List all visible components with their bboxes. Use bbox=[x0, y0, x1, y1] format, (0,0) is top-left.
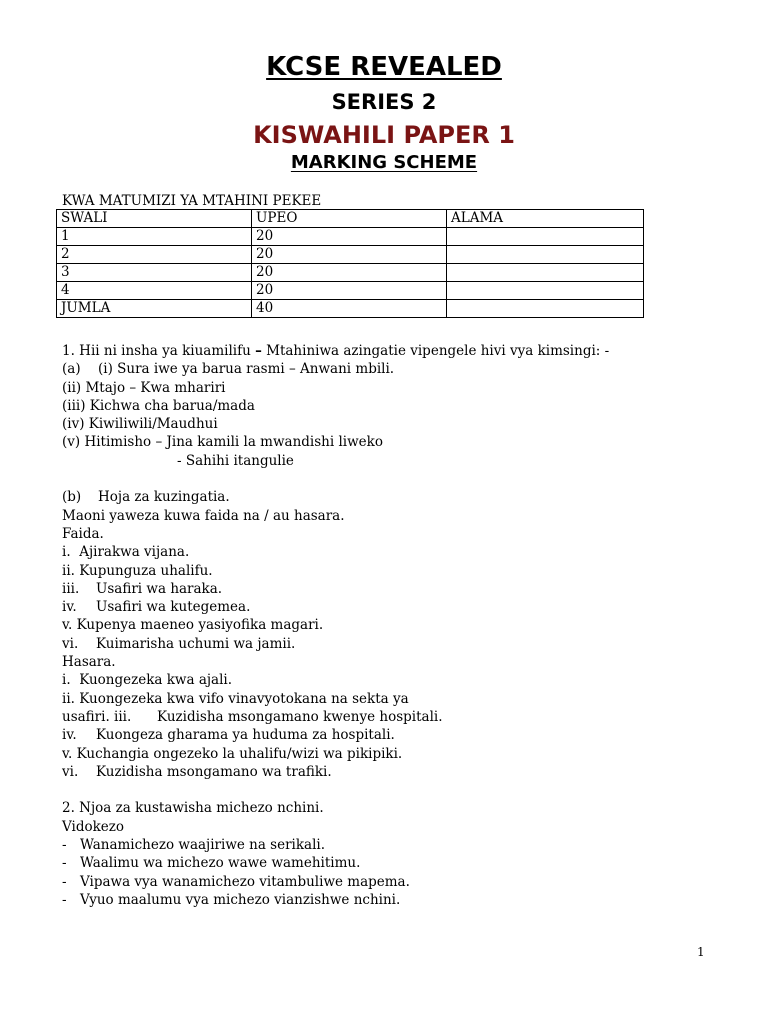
q1-a-item: (iii) Kichwa cha barua/mada bbox=[62, 397, 255, 414]
table-row bbox=[57, 282, 644, 300]
table-cell bbox=[447, 300, 644, 318]
table-cell: 20 bbox=[252, 246, 447, 264]
faida-title: Faida. bbox=[62, 525, 104, 542]
hasara-title: Hasara. bbox=[62, 654, 116, 671]
page-number: 1 bbox=[697, 945, 705, 959]
table-cell: 40 bbox=[252, 300, 447, 318]
score-table bbox=[56, 209, 644, 318]
table-cell bbox=[447, 228, 644, 246]
table-row bbox=[57, 228, 644, 246]
hasara-item: iv. Kuongeza gharama ya huduma za hospitali. bbox=[62, 727, 395, 744]
table-cell: 4 bbox=[57, 282, 252, 300]
hasara-item: i. Kuongezeka kwa ajali. bbox=[62, 672, 233, 689]
hasara-item: ii. Kuongezeka kwa vifo vinavyotokana na sekta ya bbox=[62, 690, 409, 707]
faida-item: ii. Kupunguza uhalifu. bbox=[62, 562, 213, 579]
q2-item: - Vipawa vya wanamichezo vitambuliwe mapema. bbox=[62, 873, 410, 890]
q1-b-intro: Maoni yaweza kuwa faida na / au hasara. bbox=[62, 507, 345, 524]
table-cell bbox=[447, 264, 644, 282]
q1-a-item: (v) Hitimisho – Jina kamili la mwandishi liweko bbox=[62, 434, 383, 451]
table-row bbox=[57, 264, 644, 282]
table-cell: JUMLA bbox=[57, 300, 252, 318]
header-cell-swali: SWALI bbox=[57, 210, 252, 228]
table-cell: 20 bbox=[252, 264, 447, 282]
q1-intro: 1. Hii ni insha ya kiuamilifu – Mtahiniwa azingatie vipengele hivi vya kimsingi: - bbox=[62, 343, 610, 359]
document-title: KCSE REVEALED bbox=[266, 52, 502, 82]
table-caption: KWA MATUMIZI YA MTAHINI PEKEE bbox=[62, 193, 322, 209]
table-cell bbox=[447, 282, 644, 300]
faida-item: vi. Kuimarisha uchumi wa jamii. bbox=[62, 635, 296, 652]
q2-heading: 2. Njoa za kustawisha michezo nchini. bbox=[62, 800, 324, 817]
q2-subheading: Vidokezo bbox=[62, 818, 125, 835]
paper-title: KISWAHILI PAPER 1 bbox=[253, 121, 515, 149]
faida-item: iii. Usafiri wa haraka. bbox=[62, 580, 223, 597]
table-cell: 3 bbox=[57, 264, 252, 282]
hasara-item: vi. Kuzidisha msongamano wa trafiki. bbox=[62, 763, 332, 780]
q2-item: - Waalimu wa michezo wawe wamehitimu. bbox=[62, 855, 361, 872]
hasara-item: usafiri. iii. Kuzidisha msongamano kwenye hospitali. bbox=[62, 708, 443, 725]
q1-a-item: - Sahihi itangulie bbox=[177, 452, 294, 469]
table-cell: 1 bbox=[57, 228, 252, 246]
marking-body bbox=[62, 342, 702, 909]
table-cell bbox=[447, 246, 644, 264]
table-header-row bbox=[57, 210, 644, 228]
faida-item: i. Ajirakwa vijana. bbox=[62, 544, 190, 561]
marking-scheme-heading: MARKING SCHEME bbox=[290, 152, 478, 173]
table-cell: 2 bbox=[57, 246, 252, 264]
q2-item: - Wanamichezo waajiriwe na serikali. bbox=[62, 837, 326, 854]
table-cell: 20 bbox=[252, 282, 447, 300]
q1-b-heading: (b) Hoja za kuzingatia. bbox=[62, 489, 230, 506]
q1-a-item: (a) (i) Sura iwe ya barua rasmi – Anwani mbili. bbox=[62, 361, 395, 378]
faida-item: v. Kupenya maeneo yasiyofika magari. bbox=[62, 617, 324, 634]
table-row-total bbox=[57, 300, 644, 318]
hasara-item: v. Kuchangia ongezeko la uhalifu/wizi wa pikipiki. bbox=[62, 745, 403, 762]
table-cell: 20 bbox=[252, 228, 447, 246]
faida-item: iv. Usafiri wa kutegemea. bbox=[62, 599, 251, 616]
q2-item: - Vyuo maalumu vya michezo vianzishwe nchini. bbox=[62, 891, 401, 908]
q1-a-item: (ii) Mtajo – Kwa mhariri bbox=[62, 379, 226, 396]
series-label: SERIES 2 bbox=[331, 90, 437, 114]
q1-a-item: (iv) Kiwiliwili/Maudhui bbox=[62, 416, 218, 433]
header-cell-alama: ALAMA bbox=[447, 210, 644, 228]
table-row bbox=[57, 246, 644, 264]
header-cell-upeo: UPEO bbox=[252, 210, 447, 228]
